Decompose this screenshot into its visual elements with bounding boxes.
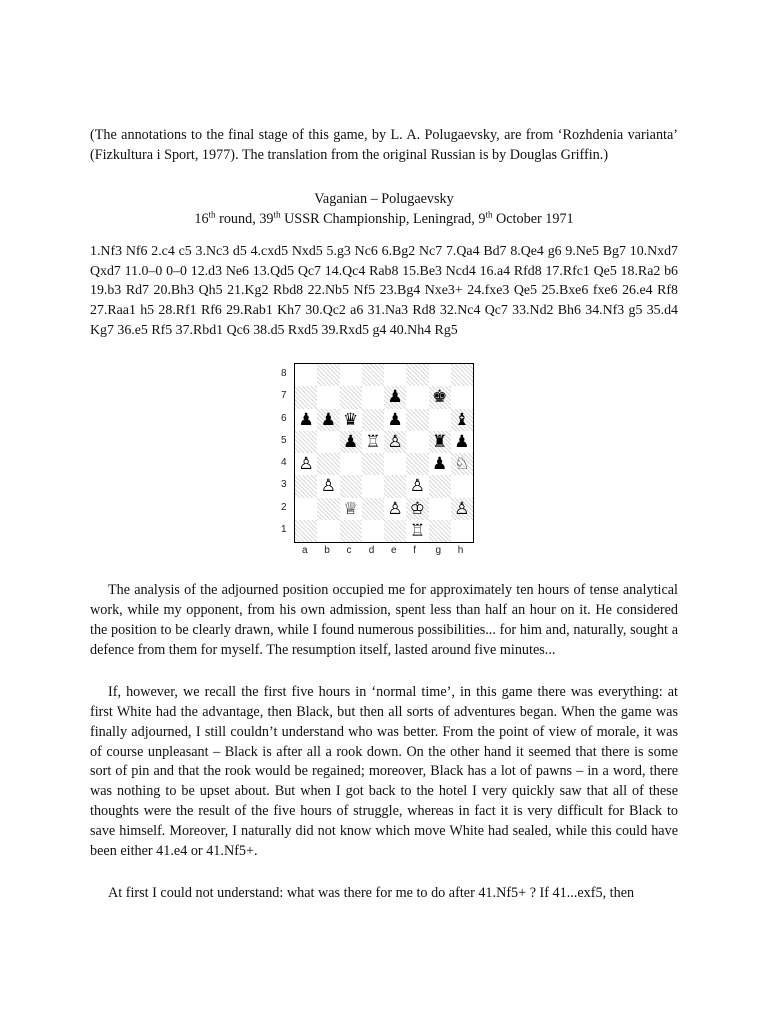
rank-label: 6 [281,412,287,424]
square-h1 [451,520,473,542]
square-e6 [384,409,406,431]
square-e3 [384,475,406,497]
black-king-icon: ♚ [432,387,448,408]
square-a3 [295,475,317,497]
square-f1 [406,520,428,542]
square-h3 [451,475,473,497]
square-e8 [384,364,406,386]
intro-note: (The annotations to the final stage of this game, by L. A. Polugaevsky, are from ‘Rozhdenia varianta’ (Fizkultura i Sport, 1977). The translation from the original Russian is by Douglas Griffin.) [90,127,678,163]
square-f4 [406,453,428,475]
chess-board [294,363,474,543]
game-players: Vaganian – Polugaevsky [314,190,454,207]
square-d5 [362,431,384,453]
game-event-line [90,210,678,230]
white-pawn-icon: ♙ [454,498,470,519]
white-rook-icon: ♖ [365,431,381,452]
square-d6 [362,409,384,431]
square-b4 [317,453,339,475]
black-rook-icon: ♜ [432,431,448,452]
square-a6 [295,409,317,431]
square-g3 [429,475,451,497]
file-label: b [324,545,330,557]
black-queen-icon: ♛ [343,409,359,430]
page-content [90,126,678,904]
square-c1 [340,520,362,542]
white-king-icon: ♔ [409,498,425,519]
square-f2 [406,498,428,520]
black-pawn-icon: ♟ [387,409,403,430]
championship-number: 39 [259,210,274,227]
square-a1 [295,520,317,542]
square-g2 [429,498,451,520]
square-g1 [429,520,451,542]
rank-label: 1 [281,523,287,535]
championship-suffix: th [273,208,281,219]
day-suffix: th [485,208,493,219]
rank-label: 8 [281,368,287,380]
square-e2 [384,498,406,520]
rank-label: 2 [281,501,287,513]
date-rest: October 1971 [492,210,574,227]
white-pawn-icon: ♙ [387,431,403,452]
square-c3 [340,475,362,497]
square-h7 [451,386,473,408]
white-queen-icon: ♕ [343,498,359,519]
square-c2 [340,498,362,520]
white-pawn-icon: ♙ [409,476,425,497]
black-bishop-icon: ♝ [454,409,470,430]
square-d8 [362,364,384,386]
square-f3 [406,475,428,497]
square-h4 [451,453,473,475]
square-f8 [406,364,428,386]
white-pawn-icon: ♙ [320,476,336,497]
square-f7 [406,386,428,408]
square-c8 [340,364,362,386]
square-c5 [340,431,362,453]
square-g4 [429,453,451,475]
black-pawn-icon: ♟ [320,409,336,430]
rank-label: 7 [281,390,287,402]
square-b3 [317,475,339,497]
rank-label: 4 [281,457,287,469]
square-h8 [451,364,473,386]
round-suffix: th [208,208,216,219]
black-pawn-icon: ♟ [298,409,314,430]
black-pawn-icon: ♟ [343,431,359,452]
game-moves: 1.Nf3 Nf6 2.c4 c5 3.Nc3 d5 4.cxd5 Nxd5 5.g3 Nc6 6.Bg2 Nc7 7.Qa4 Bd7 8.Qe4 g6 9.Ne5 Bg7 10.Nxd7 Qxd7 11.0–0 0–0 12.d3 Ne6 13.Qd5 Qc7 14.Qc4 Rab8 15.Be3 Ncd4 16.a4 Rfd8 17.Rfc1 Qe5 18.Ra2 b6 19.b3 Rd7 20.Bh3 Qh5 21.Kg2 Rbd8 22.Nb5 Nf5 23.Bg4 Nxe3+ 24.fxe3 Qe5 25.Bxe6 fxe6 26.e4 Rf8 27.Raa1 h5 28.Rf1 Rf6 29.Rab1 Kh7 30.Qc2 a6 31.Na3 Rd8 32.Nc4 Qc7 33.Nd2 Bh6 34.Nf3 g5 35.d4 Kg7 36.e5 Rf5 37.Rbd1 Qc6 38.d5 Rxd5 39.Rxd5 g4 40.Nh4 Rg5 [90,243,678,339]
square-b8 [317,364,339,386]
file-label: c [346,545,352,557]
square-f6 [406,409,428,431]
chess-diagram [280,363,500,559]
square-g5 [429,431,451,453]
square-d1 [362,520,384,542]
rank-label: 5 [281,434,287,446]
square-b6 [317,409,339,431]
game-heading [90,190,678,230]
square-e7 [384,386,406,408]
paragraph-1: The analysis of the adjourned position occupied me for approximately ten hours of tense analytical work, while my opponent, from his own admission, spent less than half an hour on it. He considered the position to be clearly drawn, while I found numerous possibilities... for him and, naturally, sought a defence from them for myself. The resumption itself, lasted around five minutes... [90,582,678,658]
white-pawn-icon: ♙ [298,454,314,475]
file-label: a [302,545,308,557]
square-c4 [340,453,362,475]
round-word: round, [215,210,260,227]
black-pawn-icon: ♟ [454,431,470,452]
event-name: USSR Championship, Leningrad, [280,210,479,227]
rank-label: 3 [281,479,287,491]
black-pawn-icon: ♟ [387,387,403,408]
white-rook-icon: ♖ [409,520,425,541]
square-a4 [295,453,317,475]
square-e4 [384,453,406,475]
square-d4 [362,453,384,475]
paragraph-2: If, however, we recall the first five hours in ‘normal time’, in this game there was everything: at first White had the advantage, then Black, but then all sorts of adventures began. When the game was finally adjourned, I still couldn’t understand who was better. From the point of view of morale, it was of course unpleasant – Black is after all a rook down. On the other hand it seemed that there is some sort of pin and that the rook would be regained; moreover, Black has a lot of pawns – in a word, there was nothing to be upset about. But when I got back to the hotel I very quickly saw that all of these thoughts were the result of the five hours of struggle, whereas in fact it is very difficult for Black to save himself. Moreover, I naturally did not know which move White had sealed, while this could have been either 41.e4 or 41.Nf5+. [90,683,678,860]
file-label: h [457,545,464,557]
square-g6 [429,409,451,431]
paragraph-3: At first I could not understand: what was there for me to do after 41.Nf5+ ? If 41...exf5, then [108,884,635,901]
square-a2 [295,498,317,520]
day-number: 9 [478,210,486,227]
square-b7 [317,386,339,408]
file-label: e [391,545,397,557]
square-g8 [429,364,451,386]
square-g7 [429,386,451,408]
square-d7 [362,386,384,408]
square-a7 [295,386,317,408]
square-e5 [384,431,406,453]
white-pawn-icon: ♙ [387,498,403,519]
round-number: 16 [194,210,209,227]
square-e1 [384,520,406,542]
square-h2 [451,498,473,520]
square-a8 [295,364,317,386]
square-b5 [317,431,339,453]
file-label: d [368,545,375,557]
square-b1 [317,520,339,542]
square-h6 [451,409,473,431]
square-f5 [406,431,428,453]
square-d3 [362,475,384,497]
file-label: g [435,545,442,557]
square-d2 [362,498,384,520]
square-b2 [317,498,339,520]
square-c7 [340,386,362,408]
black-pawn-icon: ♟ [432,454,448,475]
file-label: f [413,545,417,557]
square-c6 [340,409,362,431]
square-h5 [451,431,473,453]
white-knight-icon: ♘ [454,454,470,475]
square-a5 [295,431,317,453]
